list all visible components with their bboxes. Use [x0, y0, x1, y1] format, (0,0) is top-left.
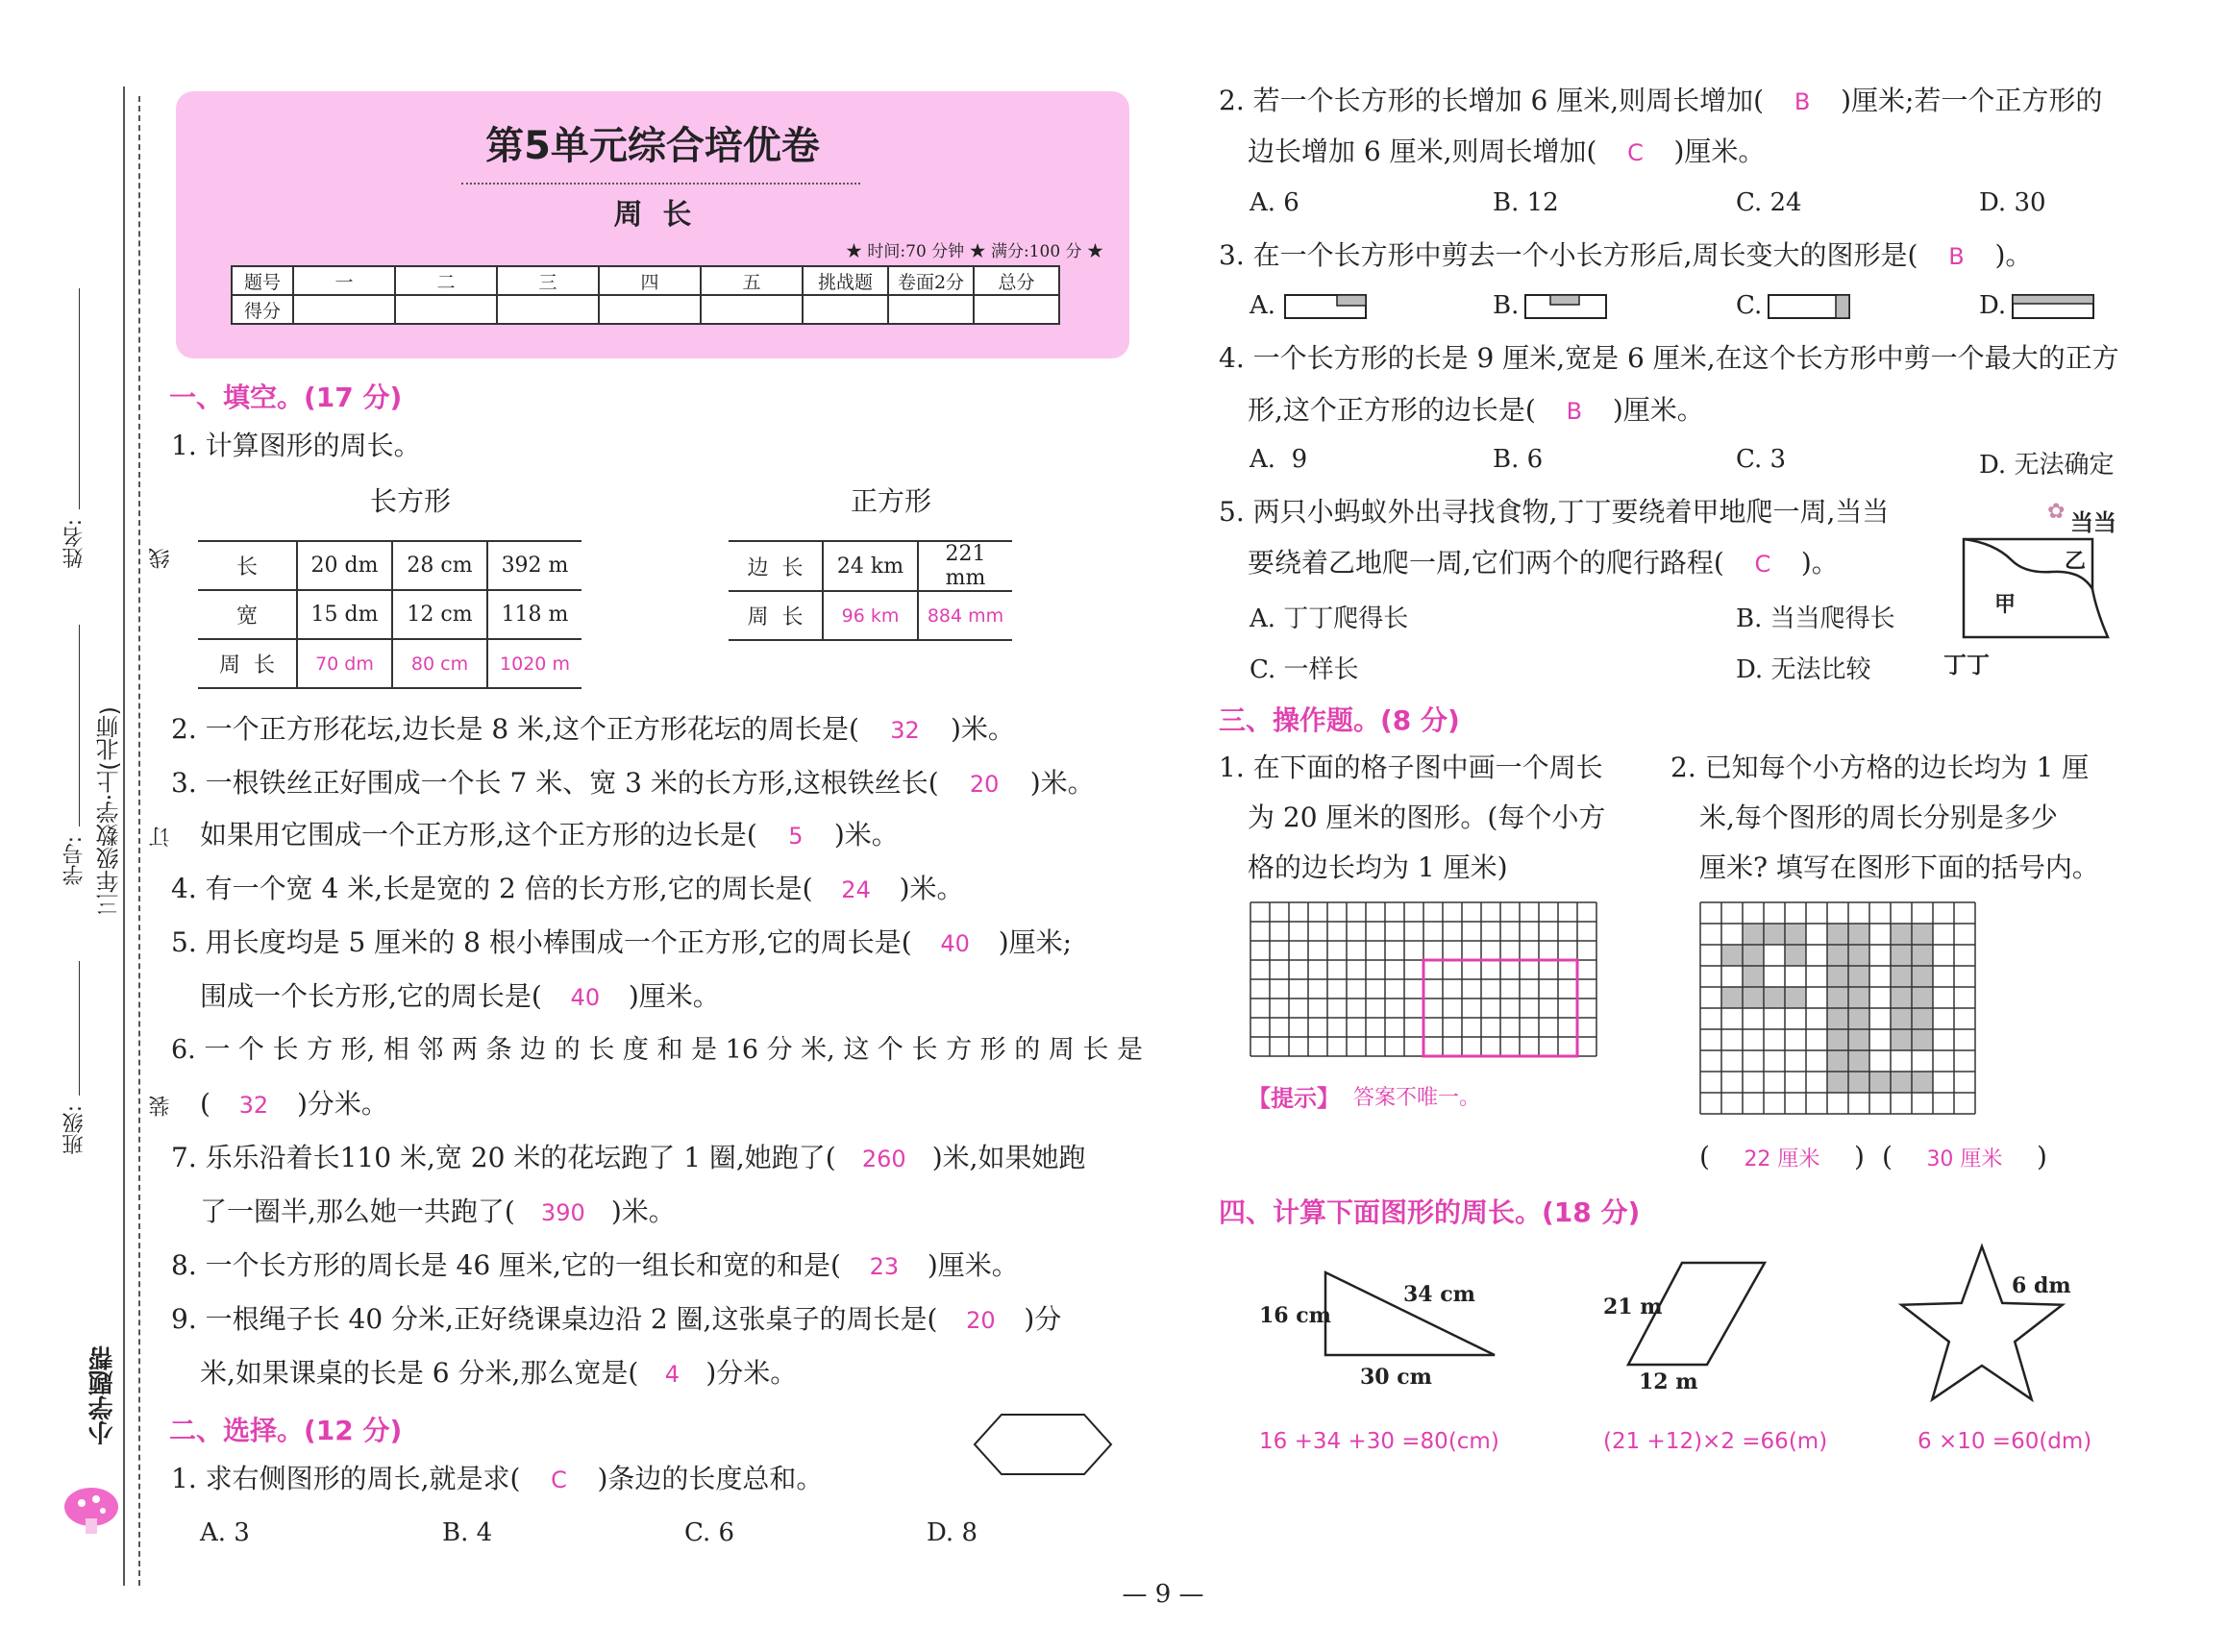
ant-dangdang-icon: ✿ [2047, 500, 2066, 524]
q-text: )米。 [950, 713, 1015, 745]
score-cell[interactable] [888, 295, 974, 324]
s1-q6-line2 [200, 1088, 388, 1122]
s1-q1-text: 1. 计算图形的周长。 [171, 430, 421, 461]
s1-q7-line2 [200, 1196, 676, 1229]
s1-q9-line1 [171, 1303, 1061, 1337]
s1-q5-line1 [171, 926, 1072, 960]
brand-mushroom-icon [58, 1480, 125, 1538]
q-text: 1. 求右侧图形的周长,就是求( [171, 1463, 521, 1494]
score-head: 二 [395, 266, 497, 295]
shaded-cell [1785, 924, 1806, 945]
answer-blank[interactable]: 32 [890, 717, 920, 744]
name-blank[interactable] [79, 288, 80, 509]
s1-q4 [171, 873, 964, 906]
q-text: 3. 一根铁丝正好围成一个长 7 米、宽 3 米的长方形,这根铁丝长( [171, 767, 939, 799]
section2-title: 二、选择。(12 分) [169, 1415, 403, 1446]
s1-q5-line2 [200, 980, 720, 1014]
option-c[interactable]: C. 24 [1736, 188, 1802, 217]
star-side: 6 dm [2012, 1273, 2071, 1298]
shaded-cell [1827, 1008, 1848, 1029]
option-c[interactable]: C. 一样长 [1250, 655, 1359, 684]
triangle-calc: 16 +34 +30 =80(cm) [1259, 1429, 1499, 1454]
score-cell[interactable] [599, 295, 701, 324]
answer-blank[interactable]: 24 [841, 876, 871, 903]
s2-q4-line2 [1248, 394, 1704, 428]
s2-q3 [1219, 239, 2032, 273]
class-label: 班级: [62, 1105, 87, 1155]
option-b[interactable]: B. 当当爬得长 [1736, 604, 1895, 633]
option-a[interactable]: A. 9 [1250, 445, 1308, 474]
square-cell: 24 km [823, 541, 918, 591]
exam-meta: ★ 时间:70 分钟 ★ 满分:100 分 ★ [846, 242, 1103, 261]
q-text: )米。 [899, 873, 964, 904]
shaded-cell [1912, 1072, 1933, 1093]
q-text: ( [200, 1088, 210, 1120]
parallelogram-calc: (21 +12)×2 =66(m) [1603, 1429, 1828, 1454]
shaded-cell [1743, 945, 1764, 966]
option-b[interactable]: B. [1493, 291, 1520, 320]
shaded-cell [1912, 945, 1933, 966]
option-a[interactable]: A. [1250, 291, 1276, 320]
option-d[interactable]: D. [1979, 291, 2007, 320]
q-text: 要绕着乙地爬一周,它们两个的爬行路程( [1248, 547, 1724, 579]
hexagon-figure [971, 1411, 1115, 1478]
shaded-cell [1721, 945, 1743, 966]
shaded-cell [1848, 1008, 1869, 1029]
binding-dashed-line [138, 96, 140, 1586]
rect-answer: 1020 m [487, 639, 581, 688]
rect-cell: 周 长 [198, 639, 297, 688]
answer-blank[interactable]: B [1566, 398, 1583, 425]
shaded-cell [1785, 945, 1806, 966]
parallelogram-side-b: 12 m [1639, 1369, 1698, 1394]
binding-bind-char: 装 [149, 1096, 173, 1117]
q-text: )厘米。 [927, 1249, 1019, 1281]
s3-q2-line2: 米,每个图形的周长分别是多少 [1699, 801, 2058, 833]
q-text: 8. 一个长方形的周长是 46 厘米,它的一组长和宽的和是( [171, 1249, 841, 1281]
paren-close: ) [2036, 1141, 2047, 1172]
title-divider [461, 183, 860, 185]
ant-path-figure [1956, 533, 2110, 644]
score-cell[interactable] [803, 295, 888, 324]
shaded-cell [1827, 1029, 1848, 1050]
square-answer: 96 km [823, 591, 918, 640]
shaded-cell [1912, 1029, 1933, 1050]
shaded-cell [1891, 945, 1912, 966]
score-head: 四 [599, 266, 701, 295]
q-text: 如果用它围成一个正方形,这个正方形的边长是( [200, 819, 757, 851]
shaded-cell [1848, 1072, 1869, 1093]
page-subtitle: 周 长 [613, 198, 692, 232]
option-b-figure [1523, 292, 1610, 321]
student-id-blank[interactable] [79, 625, 80, 826]
page-title: 第5单元综合培优卷 [485, 124, 820, 168]
q-text: )条边的长度总和。 [597, 1463, 824, 1494]
option-c[interactable]: C. [1736, 291, 1763, 320]
rect-cell: 宽 [198, 590, 297, 639]
s3-q2-answer-2 [1882, 1141, 2047, 1176]
region-jia-label: 甲 [1994, 593, 2017, 617]
s3-q1-line1: 1. 在下面的格子图中画一个周长 [1219, 752, 1603, 783]
drawing-grid[interactable] [1250, 901, 1597, 1059]
paren-close: ) [1853, 1141, 1865, 1172]
s1-q2 [171, 713, 1015, 747]
option-d[interactable]: D. 无法比较 [1736, 655, 1871, 684]
section4-title: 四、计算下面图形的周长。(18 分) [1219, 1196, 1641, 1228]
shaded-cell [1827, 966, 1848, 987]
option-b[interactable]: B. 6 [1493, 445, 1544, 474]
s1-q8 [171, 1249, 1019, 1283]
answer-blank[interactable]: 23 [869, 1253, 900, 1280]
option-c[interactable]: C. 6 [684, 1518, 735, 1547]
shaded-cell [1743, 924, 1764, 945]
q-text: )厘米。 [628, 980, 720, 1012]
shaded-cell [1764, 987, 1785, 1008]
square-cell: 边 长 [729, 541, 823, 591]
score-head: 一 [293, 266, 395, 295]
rect-answer: 70 dm [297, 639, 392, 688]
paren-open: ( [1882, 1141, 1893, 1172]
q-text: 4. 有一个宽 4 米,长是宽的 2 倍的长方形,它的周长是( [171, 873, 813, 904]
s2-q2-line1 [1219, 85, 2102, 118]
square-table-title: 正方形 [851, 485, 932, 517]
s1-q3-line1 [171, 767, 1095, 801]
rect-answer: 80 cm [392, 639, 487, 688]
answer-blank[interactable]: 32 [238, 1092, 269, 1119]
rect-cell: 20 dm [297, 541, 392, 590]
q-text: )米。 [610, 1196, 676, 1227]
s2-q5-line2 [1248, 547, 1839, 580]
q-text: 了一圈半,那么她一共跑了( [200, 1196, 515, 1227]
s2-q4-line1: 4. 一个长方形的长是 9 厘米,宽是 6 厘米,在这个长方形中剪一个最大的正方 [1219, 342, 2119, 374]
square-table [729, 540, 1012, 641]
shaded-cell [1848, 924, 1869, 945]
shaded-cell [1891, 966, 1912, 987]
rect-cell: 12 cm [392, 590, 487, 639]
square-answer: 884 mm [918, 591, 1012, 640]
score-head: 挑战题 [803, 266, 888, 295]
option-b[interactable]: B. 12 [1493, 188, 1559, 217]
score-table [231, 265, 1060, 325]
s3-q1-line2: 为 20 厘米的图形。(每个小方 [1248, 801, 1606, 833]
answer-blank[interactable]: 20 [969, 771, 1000, 798]
section3-title: 三、操作题。(8 分) [1219, 704, 1460, 736]
triangle-side-c: 30 cm [1360, 1365, 1432, 1390]
answer-blank[interactable]: B [1794, 88, 1811, 115]
triangle-side-b: 34 cm [1403, 1282, 1475, 1307]
answer-blank[interactable]: 30 厘米 [1926, 1147, 2003, 1171]
score-cell[interactable] [395, 295, 497, 324]
shaded-cell [1827, 1050, 1848, 1072]
shaded-cell [1848, 945, 1869, 966]
rect-table-title: 长方形 [370, 485, 452, 517]
section1-title: 一、填空。(17 分) [169, 382, 403, 413]
option-b[interactable]: B. 4 [442, 1518, 493, 1547]
shaded-cell [1827, 1072, 1848, 1093]
binding-line-char: 线 [149, 548, 173, 569]
answer-blank[interactable]: 4 [664, 1361, 680, 1388]
shaded-cell [1827, 987, 1848, 1008]
option-d[interactable]: D. 8 [927, 1518, 977, 1547]
shapes-grid [1699, 901, 2005, 1122]
score-cell[interactable] [701, 295, 803, 324]
score-cell[interactable] [974, 295, 1059, 324]
name-label: 姓名: [62, 519, 87, 569]
s2-q5-line1: 5. 两只小蚂蚁外出寻找食物,丁丁要绕着甲地爬一周,当当 [1219, 496, 1890, 528]
s2-q2-line2 [1248, 136, 1765, 169]
s2-q1 [171, 1463, 823, 1496]
shaded-cell [1891, 987, 1912, 1008]
q-text: )米,如果她跑 [931, 1142, 1086, 1173]
shaded-cell [1891, 1029, 1912, 1050]
rect-cell: 长 [198, 541, 297, 590]
option-a[interactable]: A. 6 [1250, 188, 1299, 217]
square-cell: 221 mm [918, 541, 1012, 591]
score-head: 题号 [232, 266, 293, 295]
q-text: 围成一个长方形,它的周长是( [200, 980, 542, 1012]
score-cell[interactable] [497, 295, 599, 324]
q-text: )米。 [833, 819, 899, 851]
star-figure [1893, 1240, 2071, 1413]
score-head: 总分 [974, 266, 1059, 295]
shaded-cell [1869, 1072, 1891, 1093]
star-calc: 6 ×10 =60(dm) [1918, 1429, 2092, 1454]
answer-blank[interactable]: 260 [861, 1146, 906, 1172]
answer-blank[interactable]: C [1754, 551, 1771, 578]
shaded-cell [1912, 987, 1933, 1008]
score-cell[interactable] [293, 295, 395, 324]
q-text: 9. 一根绳子长 40 分米,正好绕课桌边沿 2 圈,这张桌子的周长是( [171, 1303, 938, 1335]
shaded-cell [1848, 1029, 1869, 1050]
option-a-figure [1283, 292, 1370, 321]
answer-blank[interactable]: 40 [940, 930, 970, 957]
rect-cell: 118 m [487, 590, 581, 639]
q-text: )分米。 [296, 1088, 388, 1120]
answer-blank[interactable]: 40 [570, 984, 601, 1011]
q-text: )分米。 [705, 1357, 798, 1389]
parallelogram-side-a: 21 m [1603, 1294, 1663, 1319]
s3-q2-answer-1 [1699, 1141, 1865, 1176]
s3-q2-line1: 2. 已知每个小方格的边长均为 1 厘 [1670, 752, 2090, 783]
q-text: )分 [1024, 1303, 1062, 1335]
shaded-cell [1891, 1072, 1912, 1093]
brand-label: 小学题帮 [88, 1345, 117, 1445]
rect-cell: 28 cm [392, 541, 487, 590]
q-text: )。 [1994, 239, 2033, 271]
shaded-cell [1848, 987, 1869, 1008]
class-blank[interactable] [79, 961, 80, 1096]
option-c[interactable]: C. 3 [1736, 445, 1787, 474]
q-text: 边长增加 6 厘米,则周长增加( [1248, 136, 1597, 167]
shaded-cell [1764, 924, 1785, 945]
score-head: 五 [701, 266, 803, 295]
rect-cell: 392 m [487, 541, 581, 590]
ant-dingding-label: 丁丁 [1943, 652, 1990, 678]
answer-blank[interactable]: 5 [788, 823, 804, 850]
q-text: )厘米。 [1612, 394, 1704, 426]
shaded-cell [1785, 987, 1806, 1008]
q-text: )厘米。 [1673, 136, 1766, 167]
answer-blank[interactable]: 390 [540, 1199, 585, 1226]
q-text: 5. 用长度均是 5 厘米的 8 根小棒围成一个正方形,它的周长是( [171, 926, 912, 958]
ant-dangdang-label: 当当 [2070, 509, 2116, 536]
option-d-figure [2011, 292, 2097, 321]
q-text: 3. 在一个长方形中剪去一个小长方形后,周长变大的图形是( [1219, 239, 1918, 271]
q-text: 2. 若一个长方形的长增加 6 厘米,则周长增加( [1219, 85, 1765, 116]
shaded-cell [1891, 924, 1912, 945]
answer-blank[interactable]: B [1948, 243, 1965, 270]
shaded-cell [1743, 987, 1764, 1008]
q-text: )。 [1800, 547, 1839, 579]
q-text: 米,如果课桌的长是 6 分米,那么宽是( [200, 1357, 639, 1389]
option-a[interactable]: A. 丁丁爬得长 [1250, 604, 1409, 633]
binding-order-char: 订 [149, 826, 173, 848]
shaded-cell [1912, 924, 1933, 945]
rect-cell: 15 dm [297, 590, 392, 639]
shaded-cell [1827, 945, 1848, 966]
shaded-cell [1912, 1008, 1933, 1029]
shaded-cell [1721, 987, 1743, 1008]
answer-blank[interactable]: C [551, 1467, 567, 1493]
paren-open: ( [1699, 1141, 1710, 1172]
q-text: )厘米; [998, 926, 1073, 958]
answer-blank[interactable]: 22 厘米 [1744, 1147, 1820, 1171]
s3-q1-line3: 格的边长均为 1 厘米) [1248, 851, 1508, 883]
s1-q3-line2 [200, 819, 899, 852]
region-yi-label: 乙 [2065, 550, 2087, 574]
s1-q7-line1 [171, 1142, 1086, 1175]
score-head: 卷面2分 [888, 266, 974, 295]
shaded-cell [1848, 1050, 1869, 1072]
student-id-label: 学号: [62, 836, 87, 886]
q-text: 2. 一个正方形花坛,边长是 8 米,这个正方形花坛的周长是( [171, 713, 859, 745]
score-head: 三 [497, 266, 599, 295]
shaded-cell [1743, 966, 1764, 987]
q-text: )米。 [1029, 767, 1095, 799]
shaded-cell [1827, 924, 1848, 945]
option-c-figure [1767, 292, 1853, 321]
s1-q6-line1: 6. 一 个 长 方 形, 相 邻 两 条 边 的 长 度 和 是 16 分 米, 这 个 长 方 形 的 周 长 是 [171, 1035, 1144, 1065]
grade-label: 三年级数学·上(北师) [96, 706, 123, 917]
q-text: )厘米;若一个正方形的 [1841, 85, 2103, 116]
option-a[interactable]: A. 3 [200, 1518, 250, 1547]
triangle-side-a: 16 cm [1259, 1303, 1331, 1328]
page-number: — 9 — [1122, 1580, 1204, 1609]
option-d[interactable]: D. 30 [1979, 188, 2046, 217]
answer-blank[interactable]: C [1627, 139, 1644, 166]
hint-text: 答案不唯一。 [1353, 1086, 1481, 1110]
hint-label: 【提示】 [1248, 1085, 1340, 1112]
shaded-cell [1891, 1008, 1912, 1029]
option-d[interactable]: D. 无法确定 [1979, 451, 2115, 480]
shaded-cell [1848, 966, 1869, 987]
q-text: 形,这个正方形的边长是( [1248, 394, 1536, 426]
score-row-label: 得分 [232, 295, 293, 324]
rect-table [198, 540, 581, 689]
answer-blank[interactable]: 20 [966, 1307, 996, 1334]
s1-q9-line2 [200, 1357, 797, 1391]
q-text: 7. 乐乐沿着长110 米,宽 20 米的花坛跑了 1 圈,她跑了( [171, 1142, 836, 1173]
s3-q2-line3: 厘米? 填写在图形下面的括号内。 [1699, 851, 2099, 883]
shaded-cell [1912, 966, 1933, 987]
square-cell: 周 长 [729, 591, 823, 640]
